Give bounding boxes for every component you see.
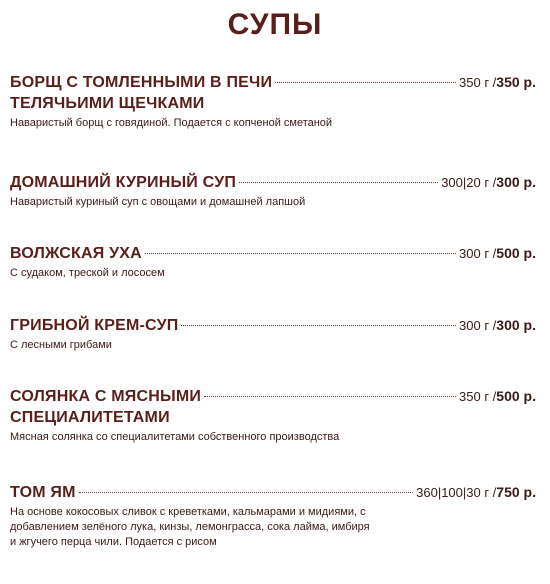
dish-cost: 350 р. [496,74,536,90]
menu-item-header [10,386,536,407]
menu-item-header [10,172,536,193]
dish-name: СОЛЯНКА С МЯСНЫМИ [10,388,202,405]
dish-weight: 300|20 г / [441,175,497,190]
dish-weight: 300 г / [459,246,497,261]
dish-name-line2: ТЕЛЯЧЬИМИ ЩЕЧКАМИ [10,95,205,112]
dish-weight: 300 г / [459,318,497,333]
dish-description: На основе кокосовых сливок с креветками, кальмарами и мидиями, с добавлением зелёного лука, кинзы, лемонграсса, сока лайма, имбиря и жгучего перца чили. Подается с рисом [10,506,370,548]
menu-item-solyanka [10,386,536,445]
dish-weight: 350 г / [459,389,497,404]
dish-cost: 500 р. [496,388,536,404]
dish-price [459,245,536,261]
menu-item-header [10,315,536,336]
dish-description: Наваристый куриный суп с овощами и домашней лапшой [10,196,306,208]
dotted-leader [181,325,456,326]
dish-weight: 360|100|30 г / [416,485,497,500]
section-title: СУПЫ [227,8,323,41]
dish-description: С судаком, треской и лососем [10,267,165,279]
dish-description: Наваристый борщ с говядиной. Подается с копченой сметаной [10,117,333,129]
dish-description: С лесными грибами [10,339,112,351]
dish-name: ДОМАШНИЙ КУРИНЫЙ СУП [10,174,237,191]
dish-description: Мясная солянка со специалитетами собственного производства [10,431,340,443]
dish-price [416,484,536,500]
dotted-leader [275,82,456,83]
menu-item-tom-yam [10,482,536,550]
dotted-leader [145,253,456,254]
dish-price [459,317,536,333]
dish-name: БОРЩ С ТОМЛЕННЫМИ В ПЕЧИ [10,74,273,91]
menu-item-chicken-soup [10,172,536,210]
menu-item-header [10,482,536,503]
dish-name: ВОЛЖСКАЯ УХА [10,245,142,262]
menu-item-borscht [10,72,536,131]
dish-name: ГРИБНОЙ КРЕМ-СУП [10,317,179,334]
dish-cost: 750 р. [496,484,536,500]
dish-cost: 500 р. [496,245,536,261]
dish-weight: 350 г / [459,75,497,90]
dish-cost: 300 р. [496,174,536,190]
menu-item-header [10,72,536,93]
dish-cost: 300 р. [496,317,536,333]
dish-name: ТОМ ЯМ [10,484,76,501]
menu-item-ukha [10,243,536,281]
dish-name-line2: СПЕЦИАЛИТЕТАМИ [10,409,170,426]
dotted-leader [204,396,456,397]
dish-price [441,174,536,190]
menu-item-mushroom-soup [10,315,536,353]
menu-item-header [10,243,536,264]
dish-price [459,388,536,404]
dotted-leader [239,182,438,183]
dotted-leader [79,492,414,493]
dish-price [459,74,536,90]
